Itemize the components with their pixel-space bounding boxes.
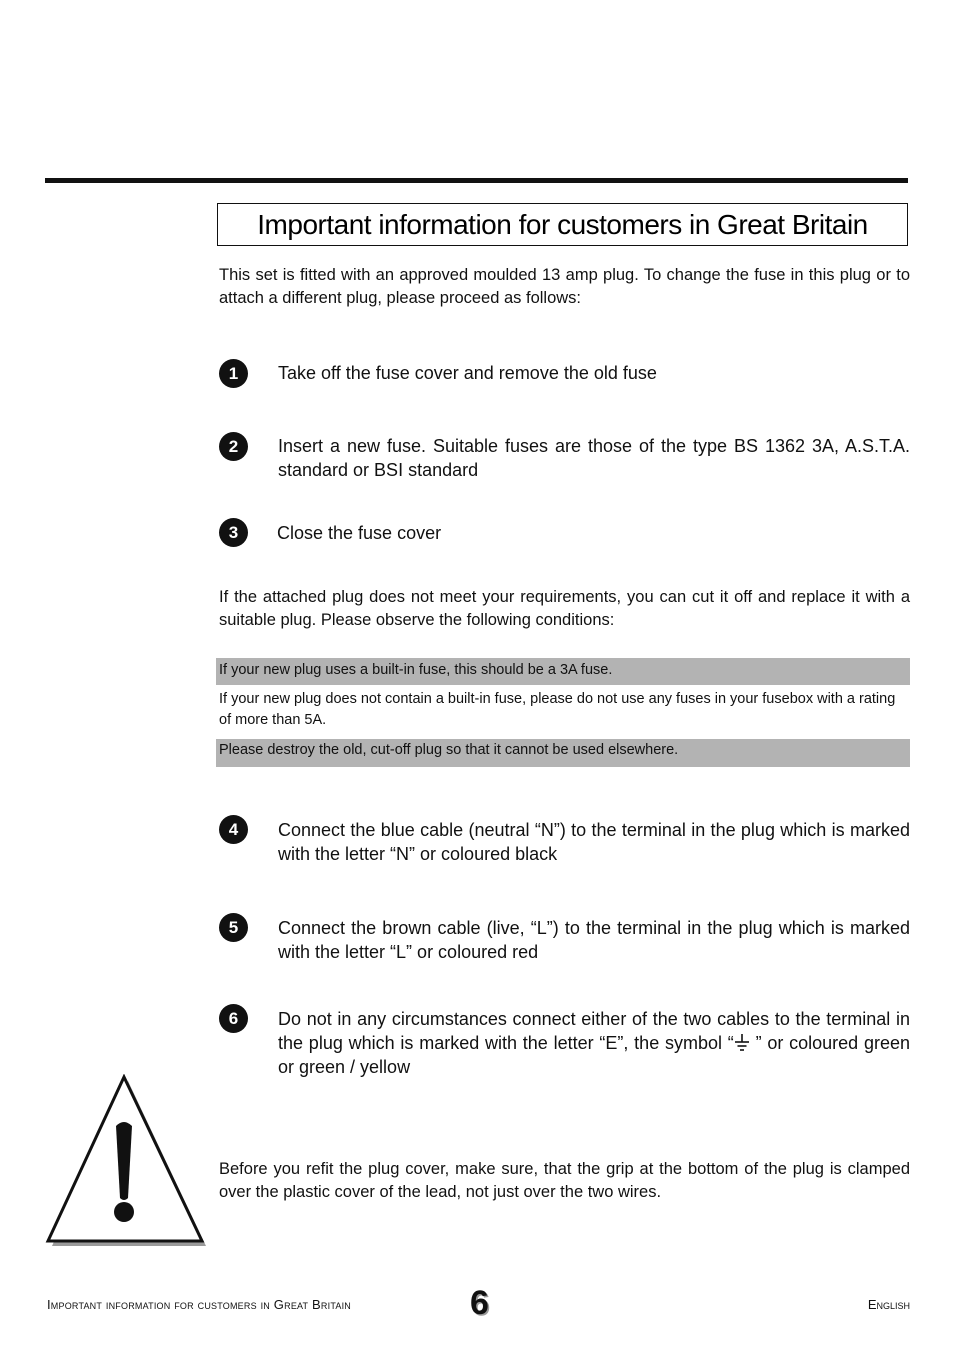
- step-2-text: Insert a new fuse. Suitable fuses are those of the type BS 1362 3A, A.S.T.A. standard or BSI standard: [278, 436, 910, 480]
- footer-section-title: Important information for customers in Great Britain: [47, 1297, 351, 1312]
- page-number: 6: [470, 1284, 489, 1322]
- condition-fuse-3a: If your new plug uses a built-in fuse, this should be a 3A fuse.: [216, 658, 910, 685]
- step-3-number: 3: [219, 518, 248, 547]
- warning-triangle-icon: [44, 1074, 210, 1255]
- step-4-number: 4: [219, 815, 248, 844]
- earth-ground-icon: [734, 1034, 750, 1052]
- title-box: [217, 203, 908, 246]
- condition-destroy-plug: Please destroy the old, cut-off plug so that it cannot be used elsewhere.: [216, 739, 910, 767]
- step-6-text-before: Do not in any circumstances connect either of the two cables to the terminal in the plug which is marked with the letter “E”, the symbol “: [278, 1009, 910, 1053]
- footer-language: English: [867, 1297, 910, 1312]
- middle-paragraph: If the attached plug does not meet your requirements, you can cut it off and replace it with a suitable plug. Please observe the following conditions:: [219, 588, 910, 629]
- step-4-text: Connect the blue cable (neutral “N”) to the terminal in the plug which is marked with the letter “N” or coloured black: [278, 820, 910, 864]
- step-5-number: 5: [219, 913, 248, 942]
- step-5-text: Connect the brown cable (live, “L”) to the terminal in the plug which is marked with the letter “L” or coloured red: [278, 918, 910, 962]
- intro-paragraph: This set is fitted with an approved moulded 13 amp plug. To change the fuse in this plug or to attach a different plug, please proceed as follows:: [219, 266, 910, 307]
- step-1-text: Take off the fuse cover and remove the old fuse: [278, 363, 657, 383]
- closing-paragraph: Before you refit the plug cover, make sure, that the grip at the bottom of the plug is clamped over the plastic cover of the lead, not just over the two wires.: [219, 1160, 910, 1201]
- step-3-text: Close the fuse cover: [277, 523, 442, 543]
- step-6-number: 6: [219, 1004, 248, 1033]
- top-rule: [45, 178, 908, 183]
- page-title: Important information for customers in Great Britain: [257, 208, 868, 240]
- step-6-text: [278, 1007, 910, 1079]
- step-6-text-after: ” or coloured green or green / yellow: [278, 1033, 910, 1077]
- step-2-number: 2: [219, 432, 248, 461]
- condition-no-fuse: If your new plug does not contain a built-in fuse, please do not use any fuses in your fusebox with a rating of more than 5A.: [219, 691, 896, 728]
- step-1-number: 1: [219, 359, 248, 388]
